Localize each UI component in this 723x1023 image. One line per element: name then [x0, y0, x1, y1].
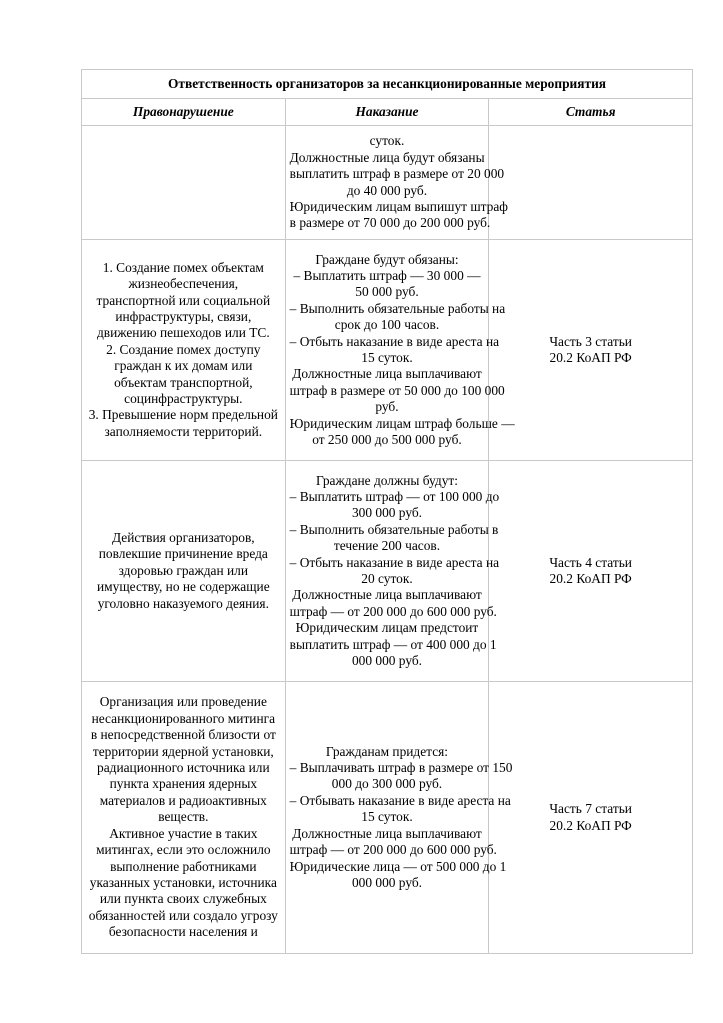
header-article: Статья: [489, 99, 693, 126]
cell-text-line: 000 000 руб.: [351, 653, 423, 669]
cell-text-line: объектам транспортной,: [114, 374, 253, 390]
cell-text-line: безопасности населения и: [108, 924, 258, 940]
cell-text-line: повлекшие причинение вреда: [98, 546, 268, 562]
cell-text-line: Граждане будут обязаны:: [315, 251, 459, 267]
cell-text-line: 15 суток.: [361, 809, 413, 825]
cell-text-line: Организация или проведение: [99, 694, 267, 710]
cell-text-line: Юридическим лицам выпишут штраф: [289, 198, 508, 214]
header-offense: Правонарушение: [82, 99, 286, 126]
cell-text-line: в непосредственной близости от: [90, 727, 276, 743]
cell-text-line: 15 суток.: [361, 350, 413, 365]
article-cell: [489, 126, 693, 240]
cell-text-line: Юридическим лицам штраф больше —: [289, 415, 515, 431]
cell-text-line: – Выполнить обязательные работы на: [289, 300, 506, 316]
cell-text-line: 000 000 руб.: [351, 874, 423, 890]
cell-text-line: Юридические лица — от 500 000 до 1: [289, 858, 507, 874]
cell-text-line: или пункта своих служебных: [99, 891, 267, 907]
cell-text-line: выплатить штраф — от 400 000 до 1: [289, 636, 497, 652]
cell-text-line: 20.2 КоАП РФ: [549, 571, 632, 586]
cell-text-line: материалов и радиоактивных: [99, 792, 267, 808]
penalties-table: [81, 69, 693, 954]
cell-text-line: Должностные лица выплачивают: [292, 587, 482, 603]
cell-text-line: здоровью граждан или: [118, 562, 249, 578]
article-cell: [489, 682, 693, 954]
cell-text-line: – Выплатить штраф — от 100 000 до: [289, 488, 500, 504]
offense-cell: [82, 461, 286, 682]
cell-text-line: Должностные лица выплачивают: [292, 825, 482, 841]
cell-text-line: Гражданам придется:: [325, 743, 449, 759]
cell-text-line: 3. Превышение норм предельной: [88, 407, 278, 423]
cell-text-line: митингах, если это осложнило: [96, 842, 271, 858]
cell-text-line: 20.2 КоАП РФ: [549, 350, 632, 365]
offense-cell: [82, 126, 286, 240]
cell-text-line: несанкционированного митинга: [91, 710, 276, 726]
table-row: [82, 682, 693, 954]
cell-text-line: Граждане должны будут:: [315, 472, 458, 488]
cell-text-line: 50 000 руб.: [355, 284, 419, 300]
punishment-cell: [285, 461, 500, 682]
cell-text-line: 20.2 КоАП РФ: [549, 817, 632, 833]
punishment-cell: [285, 240, 515, 461]
cell-text-line: штраф в размере от 50 000 до 100 000: [289, 382, 505, 398]
cell-text-line: граждан к их домам или: [114, 358, 253, 374]
cell-text-line: инфраструктуры, связи,: [115, 308, 252, 324]
cell-text-line: в размере от 70 000 до 200 000 руб.: [289, 215, 491, 231]
cell-text-line: веществ.: [158, 809, 209, 825]
cell-text-line: имуществу, но не содержащие: [97, 579, 270, 595]
cell-text-line: – Отбывать наказание в виде ареста на: [289, 792, 511, 808]
cell-text-line: Должностные лица выплачивают: [292, 366, 482, 382]
offense-cell: [82, 682, 286, 954]
cell-text-line: – Выполнить обязательные работы в: [289, 521, 499, 537]
cell-text-line: движению пешеходов или ТС.: [96, 325, 270, 341]
cell-text-line: транспортной или социальной: [96, 292, 271, 308]
cell-text-line: Действия организаторов,: [111, 529, 255, 545]
cell-text-line: указанных установки, источника: [89, 874, 277, 890]
cell-text-line: суток.: [369, 133, 405, 149]
cell-text-line: до 40 000 руб.: [346, 182, 428, 198]
cell-text-line: Часть 4 статьи: [549, 554, 632, 570]
table-row: [82, 461, 693, 682]
cell-text-line: срок до 100 часов.: [334, 317, 440, 333]
cell-text-line: – Отбыть наказание в виде ареста на: [289, 333, 500, 349]
cell-text-line: выплатить штраф в размере от 20 000: [289, 166, 505, 182]
cell-text-line: Должностные лица будут обязаны: [289, 149, 485, 165]
cell-text-line: Часть 3 статьи: [549, 333, 632, 349]
cell-text-line: радиационного источника или: [97, 760, 270, 776]
article-cell: [489, 461, 693, 682]
cell-text-line: социнфраструктуры.: [124, 391, 243, 407]
header-punishment: Наказание: [285, 99, 489, 126]
cell-text-line: обязанностей или создало угрозу: [88, 907, 278, 923]
cell-text-line: Активное участие в таких: [109, 825, 258, 841]
punishment-cell: [285, 126, 508, 240]
punishment-cell: [285, 682, 513, 954]
cell-text-line: 20 суток.: [361, 571, 413, 586]
cell-text-line: жизнеобеспечения,: [128, 276, 239, 292]
table-row: [82, 126, 693, 240]
cell-text-line: Юридическим лицам предстоит: [295, 620, 479, 636]
cell-text-line: пункта хранения ядерных: [109, 776, 258, 792]
cell-text-line: 1. Создание помех объектам: [102, 259, 264, 275]
cell-text-line: руб.: [375, 399, 399, 415]
cell-text-line: выполнение работниками: [110, 858, 257, 874]
cell-text-line: от 250 000 до 500 000 руб.: [312, 432, 462, 448]
table-row: [82, 240, 693, 461]
cell-text-line: – Отбыть наказание в виде ареста на: [289, 554, 500, 570]
table-title: Ответственность организаторов за несанкционированные мероприятия: [82, 70, 693, 99]
article-cell: [489, 240, 693, 461]
cell-text-line: 2. Создание помех доступу: [106, 341, 261, 357]
cell-text-line: штраф — от 200 000 до 600 000 руб.: [289, 603, 497, 619]
cell-text-line: Часть 7 статьи: [549, 801, 632, 817]
cell-text-line: заполняемости территорий.: [104, 423, 263, 439]
offense-cell: [82, 240, 286, 461]
cell-text-line: 000 до 300 000 руб.: [331, 776, 443, 792]
cell-text-line: территории ядерной установки,: [92, 743, 274, 759]
cell-text-line: – Выплачивать штраф в размере от 150: [289, 760, 513, 776]
table-body: [82, 126, 693, 954]
cell-text-line: 300 000 руб.: [351, 505, 423, 521]
cell-text-line: уголовно наказуемого деяния.: [97, 595, 269, 611]
cell-text-line: течение 200 часов.: [333, 538, 441, 554]
cell-text-line: – Выплатить штраф — 30 000 —: [293, 267, 481, 283]
cell-text-line: штраф — от 200 000 до 600 000 руб.: [289, 842, 497, 858]
